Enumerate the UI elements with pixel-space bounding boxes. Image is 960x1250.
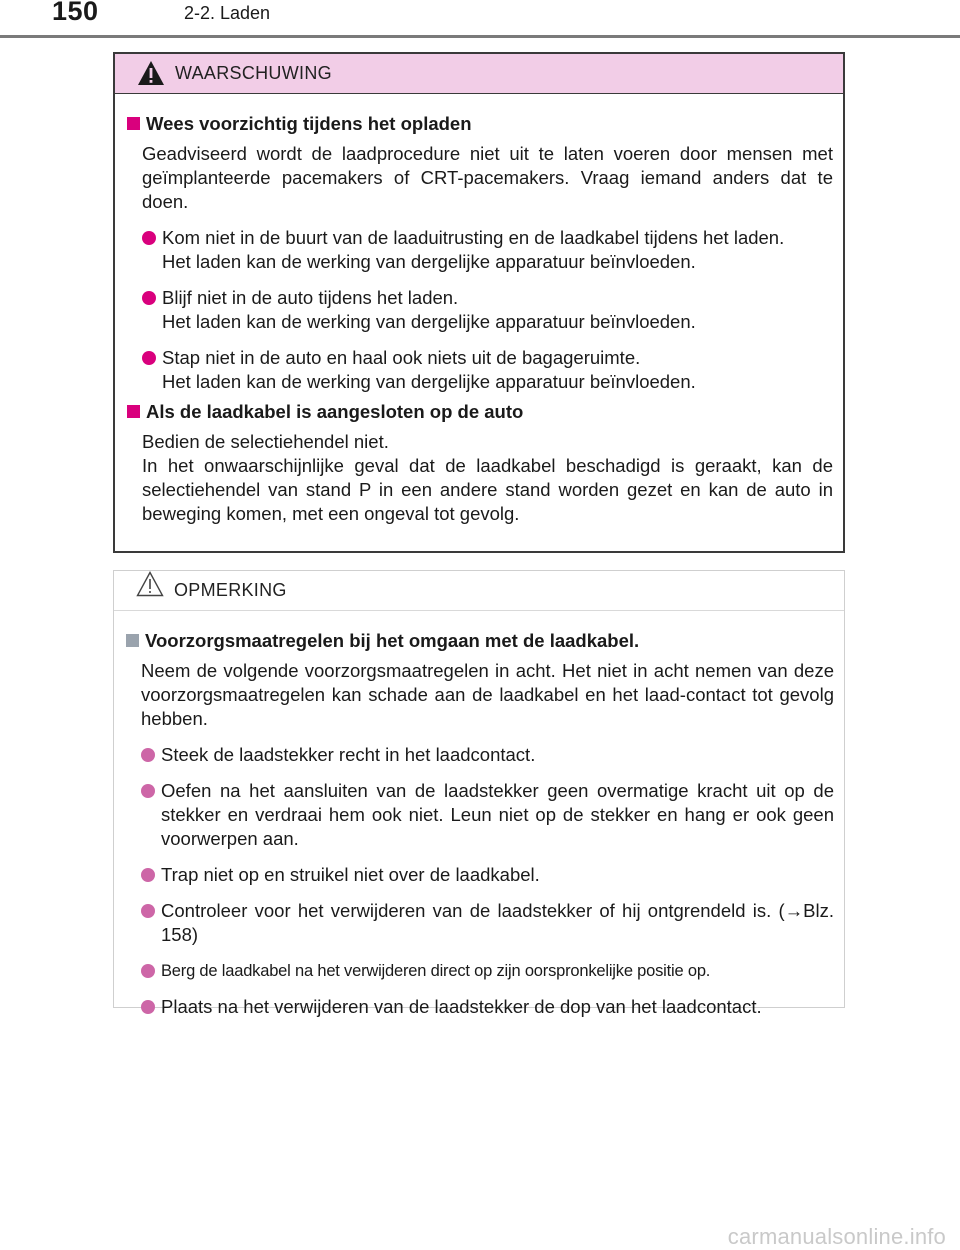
paragraph: Geadviseerd wordt de laadprocedure niet uit te laten voeren door mensen met geïmplanteerde pacemakers of CRT-pacemakers. Vraag iemand anders dat te doen. (142, 143, 833, 212)
watermark: carmanualsonline.info (727, 1224, 946, 1249)
round-bullet-icon (142, 231, 156, 245)
warning-section (127, 112, 833, 394)
list-item (141, 743, 834, 767)
list-item-text: Controleer voor het verwijderen van de laadstekker of hij ontgrendeld is. (→Blz. 158) (161, 900, 834, 945)
warning-header (115, 54, 843, 94)
list-item-text: Kom niet in de buurt van de laaduitrusting en de laadkabel tijdens het laden. (162, 227, 785, 248)
round-bullet-icon (141, 1000, 155, 1014)
list-item (141, 995, 834, 1019)
list-item-text: Stap niet in de auto en haal ook niets uit de bagageruimte. (162, 347, 641, 368)
square-bullet-icon (127, 405, 140, 418)
round-bullet-icon (141, 868, 155, 882)
section-heading (127, 400, 833, 424)
page-number: 150 (52, 0, 99, 26)
list-item-text: Steek de laadstekker recht in het laadcontact. (161, 744, 536, 765)
section-heading-text: Wees voorzichtig tijdens het opladen (146, 113, 472, 134)
square-bullet-icon (127, 117, 140, 130)
paragraph: Neem de volgende voorzorgsmaatregelen in acht. Het niet in acht nemen van deze voorzorgsmaatregelen kan schade aan de laadkabel en het laad-contact tot gevolg hebben. (141, 660, 834, 729)
notice-body (114, 611, 844, 1019)
notice-title: OPMERKING (174, 580, 287, 600)
list-item (141, 779, 834, 851)
paragraph-line: Bedien de selectiehendel niet. (142, 431, 389, 452)
round-bullet-icon (141, 964, 155, 978)
list-item-note: Het laden kan de werking van dergelijke apparatuur beïnvloeden. (162, 251, 696, 272)
notice-box (113, 570, 845, 1017)
warning-title: WAARSCHUWING (175, 63, 332, 83)
warning-triangle-icon (137, 60, 165, 86)
section-heading-text: Als de laadkabel is aangesloten op de auto (146, 401, 524, 422)
warning-section (127, 400, 833, 526)
warning-box (113, 52, 845, 553)
section-heading-text: Voorzorgsmaatregelen bij het omgaan met de laadkabel. (145, 630, 640, 651)
list-item (141, 899, 834, 947)
paragraph (142, 430, 833, 526)
list-item-text: Oefen na het aansluiten van de laadstekker geen overmatige kracht uit op de stekker en verdraai hem ook niet. Leun niet op de stekker en hang er ook geen voorwerpen aan. (161, 780, 834, 849)
list-item-note: Het laden kan de werking van dergelijke apparatuur beïnvloeden. (162, 371, 696, 392)
list-item (141, 863, 834, 887)
list-item-text: Plaats na het verwijderen van de laadstekker de dop van het laadcontact. (161, 996, 762, 1017)
section-heading (127, 112, 833, 136)
list-item-text: Blijf niet in de auto tijdens het laden. (162, 287, 459, 308)
page-header (0, 0, 960, 40)
list-item (142, 346, 833, 394)
paragraph-line: In het onwaarschijnlijke geval dat de laadkabel beschadigd is geraakt, kan de selectiehendel van stand P in een andere stand worden gezet en kan de auto in beweging komen, met een ongeval tot gevolg. (142, 455, 833, 524)
section-title: 2-2. Laden (184, 3, 271, 23)
square-bullet-icon (126, 634, 139, 647)
list-item-text: Berg de laadkabel na het verwijderen direct op zijn oorspronkelijke positie op. (161, 962, 711, 980)
round-bullet-icon (142, 351, 156, 365)
notice-header (114, 571, 844, 611)
list-item-text: Trap niet op en struikel niet over de laadkabel. (161, 864, 540, 885)
warning-body (115, 94, 843, 526)
round-bullet-icon (142, 291, 156, 305)
list-item (142, 286, 833, 334)
section-heading (126, 629, 834, 653)
list-item-note: Het laden kan de werking van dergelijke apparatuur beïnvloeden. (162, 311, 696, 332)
round-bullet-icon (141, 748, 155, 762)
caution-triangle-icon (136, 571, 164, 597)
list-item (142, 226, 833, 274)
list-item (141, 959, 834, 983)
header-rule (0, 35, 960, 38)
round-bullet-icon (141, 904, 155, 918)
round-bullet-icon (141, 784, 155, 798)
